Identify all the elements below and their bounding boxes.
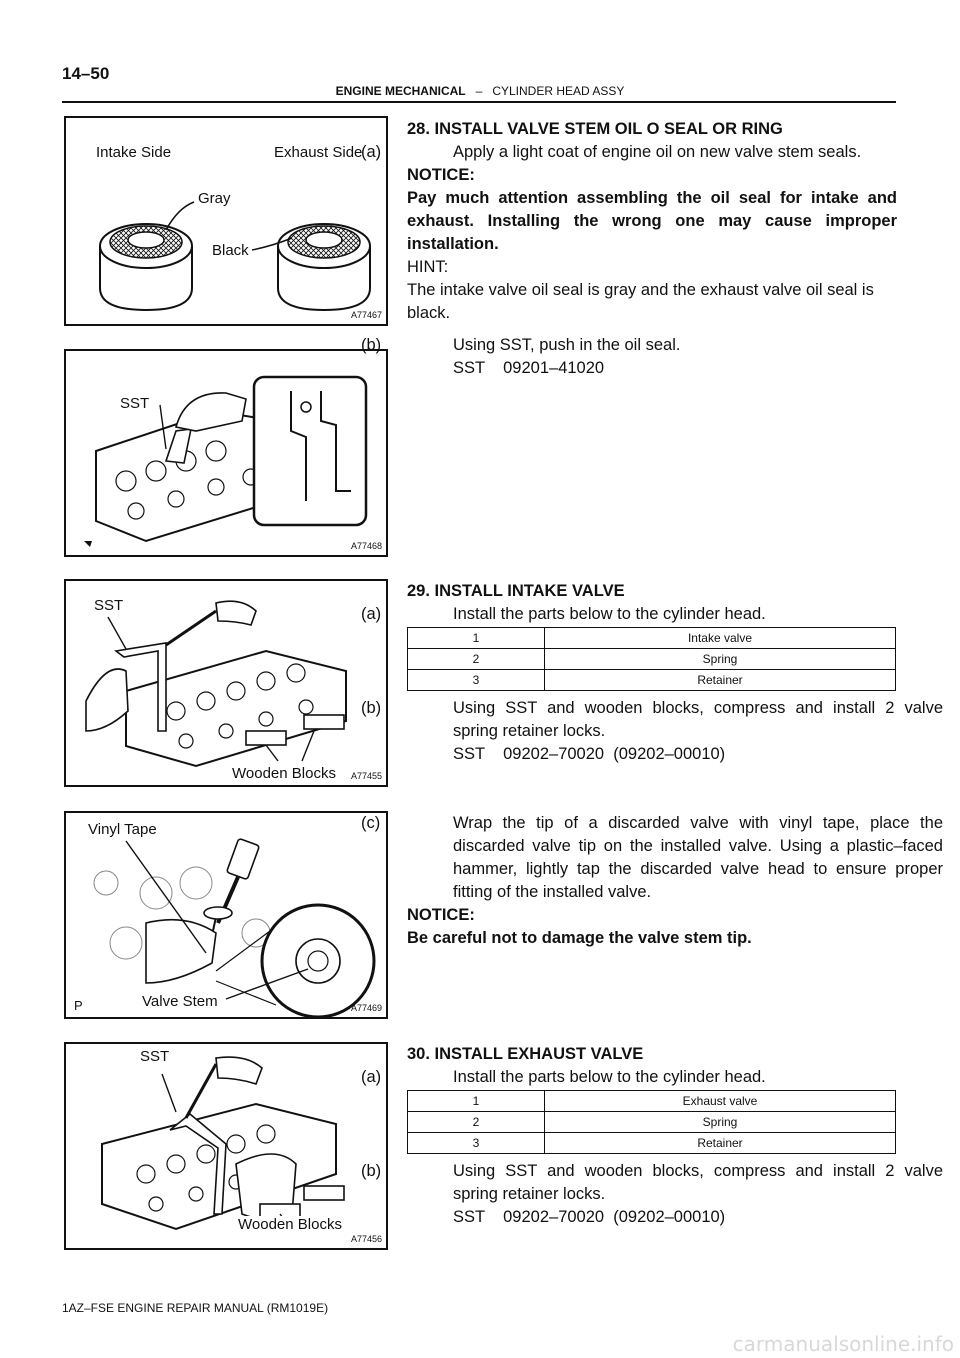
step-30-a: [361, 1066, 943, 1089]
step-29-notice-label: NOTICE:: [407, 906, 475, 924]
figure-code: A77455: [350, 771, 382, 781]
figure-code: A77456: [350, 1234, 382, 1244]
figure-push-oil-seal: [64, 349, 388, 557]
step-29-notice-text: Be careful not to damage the valve stem tip.: [407, 929, 752, 947]
part-name: Retainer: [545, 670, 896, 691]
step-29-b-text: Using SST and wooden blocks, compress and install 2 valve spring retainer locks.: [453, 699, 943, 740]
label-valve-stem: Valve Stem: [142, 993, 218, 1010]
part-name: Spring: [545, 649, 896, 670]
table-row: [408, 649, 896, 670]
step-28-b-sst: SST 09201–41020: [453, 359, 605, 377]
page-number: 14–50: [62, 64, 110, 83]
step-29-b: [361, 697, 943, 743]
table-row: [408, 1091, 896, 1112]
figure-corner-mark: P: [74, 998, 83, 1013]
footer-manual-title: 1AZ–FSE ENGINE REPAIR MANUAL (RM1019E): [62, 1301, 329, 1315]
step-29-c-text: Wrap the tip of a discarded valve with vinyl tape, place the discarded valve tip on the installed valve. Using a plastic–faced hammer, lightly tap the discarded valve head to ensure proper fitting of the installed valve.: [453, 814, 943, 901]
running-header: [0, 84, 960, 98]
step-28-b-text: Using SST, push in the oil seal.: [453, 336, 681, 354]
step-29-b-label: (b): [361, 699, 382, 717]
part-number: 1: [408, 1091, 545, 1112]
figure-oil-seals: [64, 116, 388, 326]
label-vinyl-tape: Vinyl Tape: [88, 821, 157, 838]
part-number: 2: [408, 649, 545, 670]
table-row: [408, 670, 896, 691]
step-29-c: [361, 812, 943, 904]
label-wooden-blocks: Wooden Blocks: [232, 765, 336, 782]
step-30-title: 30. INSTALL EXHAUST VALVE: [407, 1045, 644, 1063]
figure-tap-valve: [64, 811, 388, 1019]
step-28-a: [361, 141, 943, 164]
step-28-a-label: (a): [361, 143, 382, 161]
step-28-a-text: Apply a light coat of engine oil on new valve stem seals.: [453, 143, 862, 161]
label-sst: SST: [94, 597, 124, 614]
table-row: [408, 1133, 896, 1154]
step-30-b-label: (b): [361, 1162, 382, 1180]
table-row: [408, 628, 896, 649]
step-30-b-text: Using SST and wooden blocks, compress and install 2 valve spring retainer locks.: [453, 1162, 943, 1203]
table-row: [408, 1112, 896, 1133]
step-29-a-label: (a): [361, 605, 382, 623]
step-29-b-sst: SST 09202–70020 (09202–00010): [453, 745, 726, 763]
tap-valve-illustration: [66, 813, 388, 1019]
label-sst: SST: [120, 395, 150, 412]
header-separator: –: [475, 84, 483, 98]
watermark: carmanualsonline.info: [732, 1332, 954, 1356]
figure-compress-intake: [64, 579, 388, 787]
figure-code: A77469: [350, 1003, 382, 1013]
part-name: Exhaust valve: [545, 1091, 896, 1112]
header-subsection: CYLINDER HEAD ASSY: [492, 84, 625, 98]
step-29-c-label: (c): [361, 814, 381, 832]
figure-compress-exhaust: [64, 1042, 388, 1250]
step-28-b: [361, 334, 943, 357]
part-name: Spring: [545, 1112, 896, 1133]
label-exhaust-side: Exhaust Side: [274, 144, 363, 161]
header-section: ENGINE MECHANICAL: [335, 84, 466, 98]
figure-code: A77468: [350, 541, 382, 551]
step-29-a-text: Install the parts below to the cylinder head.: [453, 605, 766, 623]
step-28-b-label: (b): [361, 336, 382, 354]
part-number: 1: [408, 628, 545, 649]
label-sst: SST: [140, 1048, 170, 1065]
label-gray: Gray: [198, 190, 231, 207]
intake-parts-table: [407, 627, 896, 691]
exhaust-parts-table: [407, 1090, 896, 1154]
label-intake-side: Intake Side: [96, 144, 172, 161]
label-black: Black: [212, 242, 249, 259]
header-rule: [62, 101, 896, 103]
figure-code: A77467: [350, 310, 382, 320]
label-wooden-blocks: Wooden Blocks: [238, 1216, 342, 1233]
step-28-hint-label: HINT:: [407, 258, 449, 276]
part-number: 3: [408, 670, 545, 691]
step-29-a: [361, 603, 943, 626]
step-28-title: 28. INSTALL VALVE STEM OIL O SEAL OR RING: [407, 120, 783, 138]
step-28-notice-text: Pay much attention assembling the oil seal for intake and exhaust. Installing the wrong one may cause improper installation.: [407, 189, 897, 253]
part-name: Intake valve: [545, 628, 896, 649]
step-28-notice-label: NOTICE:: [407, 166, 475, 184]
step-28-hint-text: The intake valve oil seal is gray and the exhaust valve oil seal is black.: [407, 281, 874, 322]
part-number: 3: [408, 1133, 545, 1154]
part-name: Retainer: [545, 1133, 896, 1154]
push-oil-seal-illustration: [66, 351, 388, 557]
step-30-b: [361, 1160, 943, 1206]
part-number: 2: [408, 1112, 545, 1133]
step-30-b-sst: SST 09202–70020 (09202–00010): [453, 1208, 726, 1226]
step-30-a-label: (a): [361, 1068, 382, 1086]
step-30-a-text: Install the parts below to the cylinder head.: [453, 1068, 766, 1086]
step-29-title: 29. INSTALL INTAKE VALVE: [407, 582, 625, 600]
